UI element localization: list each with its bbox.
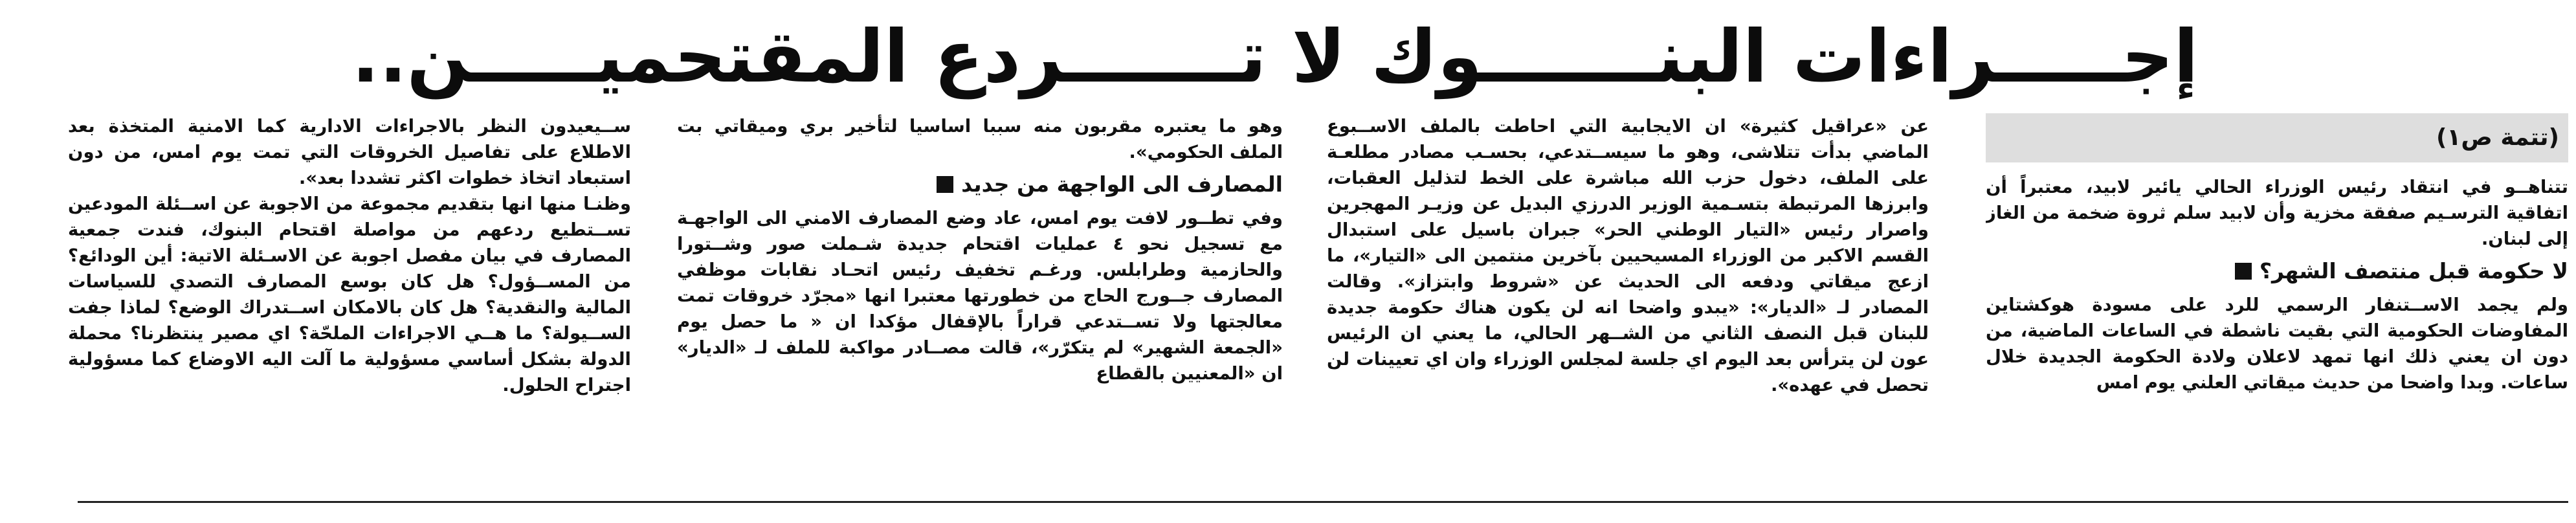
article-paragraph: ولم يجمد الاســتنفار الرسمي للرد على مسودة هوكشتاين المفاوضات الحكومية التي بقيت ناشطة في الساعات الماضية، من دون ان يعني ذلك انها تمهد لاعلان ولادة الحكومة الجديدة خلال ساعات. وبدا واضحا من حديث ميقاتي العلني يوم امس xyxy=(1986,295,2568,393)
article-column-4 xyxy=(68,113,631,492)
subhead-text: لا حكومة قبل منتصف الشهر؟ xyxy=(2259,258,2568,284)
subhead-text: المصارف الى الواجهة من جديد xyxy=(961,172,1283,197)
section-subhead xyxy=(1986,256,2568,287)
square-bullet-icon xyxy=(937,176,953,193)
square-bullet-icon xyxy=(2235,263,2252,280)
continuation-label: (تتمة ص١) xyxy=(2436,124,2559,151)
article-paragraph: وفي تطــور لافت يوم امس، عاد وضع المصارف الامني الى الواجهـة مع تسجيل نحو ٤ عمليات اقتحام جديدة شـملت صور وشــتورا والحازمية وطرابلس. ورغـم تخفيف رئيس اتحـاد نقابات موظفي المصارف جــورج الحاج من خطورتها معتبرا انها «مجرّد خروقات تمت معالجتها ولا تســتدعي قراراً بالإقفال مؤكدا ان « ما حصل يوم «الجمعة الشهير» لم يتكرّر»، قالت مصــادر مواكبة للملف لـ «الديار» ان «المعنيين بالقطاع xyxy=(677,208,1283,384)
article-paragraph: ســيعيدون النظر بالاجراءات الادارية كما الامنية المتخذة بعد الاطلاع على تفاصيل الخروقات التي تمت يوم امس، من دون استبعاد اتخاذ خطوات اكثر تشددا بعد». xyxy=(68,116,631,188)
section-subhead xyxy=(677,169,1283,200)
headline-container xyxy=(246,5,2304,109)
article-column-1 xyxy=(1986,113,2568,492)
article-column-2 xyxy=(1327,113,1929,492)
article-paragraph: عن «عراقيل كثيرة» ان الايجابية التي احاطت بالملف الاســبوع الماضي بدأت تتلاشى، وهو ما سيســتدعي، بحسـب مصادر مطلعـة على الملف، دخول حزب الله مباشرة على الخط لتذليل العقبات، وابرزها المرتبطة بتسـمية الوزير الدرزي البديل عن وزيـر المهجرين واصرار رئيس «التيار الوطني الحر» جبران باسيل على استبدال القسم الاكبر من الوزراء المسيحيين بآخرين منتمين الى «التيار»، ما ازعج ميقاتي ودفعه الى الحديث عن «شروط وابتزاز». وقالت المصادر لـ «الديار»: «يبدو واضحا انه لن يكون هناك حكومة جديدة للبنان قبل النصف الثاني من الشــهر الحالي، ما يعني ان الرئيس عون لن يترأس بعد اليوم اي جلسة لمجلس الوزراء وان اي تعيينات لن تحصل في عهده». xyxy=(1327,116,1929,395)
continuation-box xyxy=(1986,113,2568,162)
article-paragraph: تتناهــو في انتقاد رئيس الوزراء الحالي يائير لابيد، معتبراً أن اتفاقية الترسـيم صفقة مخزية وأن لابيد سلم ثروة ضخمة من الغاز إلى لبنان. xyxy=(1986,177,2568,249)
article-paragraph: وهو ما يعتبره مقربون منه سببا اساسيا لتأخير بري وميقاتي بت الملف الحكومي». xyxy=(677,116,1283,162)
bottom-rule xyxy=(78,501,2568,503)
article-column-3 xyxy=(677,113,1283,492)
article-paragraph: وظنـا منها انها بتقديم مجموعة من الاجوبة عن اســئلة المودعين تســتطيع ردعهم من مواصلة اقتحام البنوك، فندت جمعية المصارف في بيان مفصل اجوبة عن الاسـئلة الاتية: أين الودائع؟ من المســؤول؟ هل كان بوسع المصارف التصدي للسياسات المالية والنقدية؟ هل كان بالامكان اســتدراك الوضع؟ لماذا جفت الســيولة؟ ما هــي الاجراءات الملحّة؟ اي مصير ينتظرنا؟ محملة الدولة بشكل أساسي مسؤولية ما آلت اليه الاوضاع كما مسؤولية اجتراح الحلول. xyxy=(68,194,631,395)
headline: إجـــــراءات البنـــــــوك لا تـــــــردع المقتحميـــــن.. xyxy=(351,15,2199,99)
